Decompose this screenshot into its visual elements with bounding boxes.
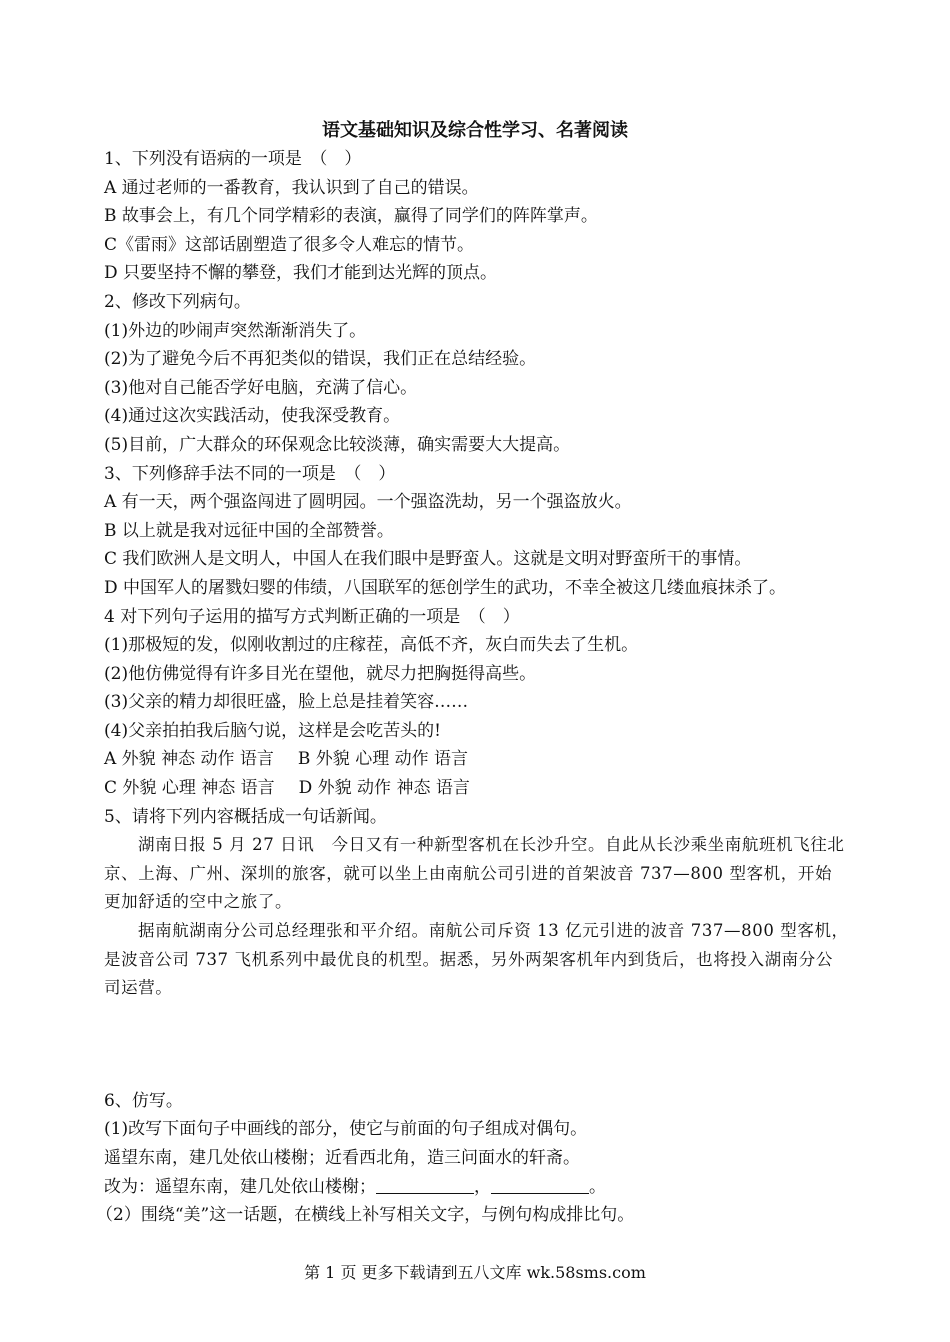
question-3-option-b: B 以上就是我对远征中国的全部赞誉。: [104, 520, 394, 541]
answer-end: 。: [589, 1176, 606, 1197]
question-4-item-1: (1)那极短的发，似刚收割过的庄稼茬，高低不齐，灰白而失去了生机。: [104, 635, 639, 656]
page-title: 语文基础知识及综合性学习、名著阅读: [322, 120, 628, 141]
answer-prefix: 改为：遥望东南，建几处依山楼榭；: [104, 1176, 376, 1197]
answer-space-2: [104, 1059, 849, 1087]
question-4-option-d: D 外貌 动作 神态 语言: [298, 778, 470, 799]
question-6-example: 遥望东南，建几处依山楼榭；近看西北角，造三问面水的轩斋。: [104, 1148, 580, 1168]
question-6-stem: 6、仿写。: [104, 1090, 183, 1111]
page-footer: 第 1 页 更多下载请到五八文库 wk.58sms.com: [304, 1263, 646, 1282]
content-body: [96, 145, 849, 1230]
question-1-option-a: A 通过老师的一番教育，我认识到了自己的错误。: [104, 177, 479, 198]
answer-space: [104, 1003, 849, 1059]
question-3-stem: 3、下列修辞手法不同的一项是 （ ）: [104, 463, 396, 484]
question-6-answer-line: [104, 1173, 849, 1202]
question-2-item-4: (4)通过这次实践活动，使我深受教育。: [104, 406, 401, 427]
answer-blank-1[interactable]: [376, 1175, 474, 1194]
question-2-item-1: (1)外边的吵闹声突然渐渐消失了。: [104, 320, 367, 341]
question-1-option-d: D 只要坚持不懈的攀登，我们才能到达光辉的顶点。: [104, 263, 498, 284]
answer-comma: ，: [474, 1176, 491, 1197]
answer-blank-2[interactable]: [491, 1175, 589, 1194]
question-1-option-c: C《雷雨》这部话剧塑造了很多令人难忘的情节。: [104, 234, 475, 255]
question-4-item-3: (3)父亲的精力却很旺盛，脸上总是挂着笑容……: [104, 692, 469, 713]
question-2-item-5: (5)目前，广大群众的环保观念比较淡薄，确实需要大大提高。: [104, 434, 571, 455]
question-1-option-b: B 故事会上，有几个同学精彩的表演，赢得了同学们的阵阵掌声。: [104, 206, 598, 227]
question-4-options-row-2: [104, 774, 849, 803]
question-1-stem: 1、下列没有语病的一项是 （ ）: [104, 149, 362, 169]
question-6-sub-1: (1)改写下面句子中画线的部分，使它与前面的句子组成对偶句。: [104, 1119, 588, 1140]
news-paragraph-1: 湖南日报 5 月 27 日讯 今日又有一种新型客机在长沙升空。自此从长沙乘坐南航班机飞往北京、上海、广州、深圳的旅客，就可以坐上由南航公司引进的首架波音 737—800 型客机，开始更加舒适的空中之旅了。: [104, 835, 845, 912]
question-2-item-2: (2)为了避免今后不再犯类似的错误，我们正在总结经验。: [104, 349, 537, 370]
question-4-option-a: A 外貌 神态 动作 语言: [104, 749, 274, 770]
question-3-option-d: D 中国军人的屠戮妇婴的伟绩，八国联军的惩创学生的武功，不幸全被这几缕血痕抹杀了。: [104, 577, 787, 598]
question-3-option-a: A 有一天，两个强盗闯进了圆明园。一个强盗洗劫，另一个强盗放火。: [104, 492, 632, 513]
question-4-stem: 4 对下列句子运用的描写方式判断正确的一项是 （ ）: [104, 606, 520, 627]
question-4-item-2: (2)他仿佛觉得有许多目光在望他，就尽力把胸挺得高些。: [104, 663, 537, 684]
question-3-option-c: C 我们欧洲人是文明人，中国人在我们眼中是野蛮人。这就是文明对野蛮所干的事情。: [104, 549, 752, 570]
question-4-option-b: B 外貌 心理 动作 语言: [297, 749, 469, 770]
news-paragraph-2: 据南航湖南分公司总经理张和平介绍。南航公司斥资 13 亿元引进的波音 737—800 型客机，是波音公司 737 飞机系列中最优良的机型。据悉，另外两架客机年内到货后，也将投入湖南分公司运营。: [104, 921, 849, 998]
question-2-stem: 2、修改下列病句。: [104, 291, 251, 312]
question-4-option-c: C 外貌 心理 神态 语言: [104, 778, 275, 799]
question-4-options-row-1: [104, 745, 849, 774]
question-6-sub-2: （2）围绕“美”这一话题，在横线上补写相关文字，与例句构成排比句。: [96, 1205, 635, 1226]
question-5-stem: 5、请将下列内容概括成一句话新闻。: [104, 806, 387, 827]
question-4-item-4: (4)父亲拍拍我后脑勺说，这样是会吃苦头的!: [104, 720, 441, 741]
question-2-item-3: (3)他对自己能否学好电脑，充满了信心。: [104, 377, 418, 398]
